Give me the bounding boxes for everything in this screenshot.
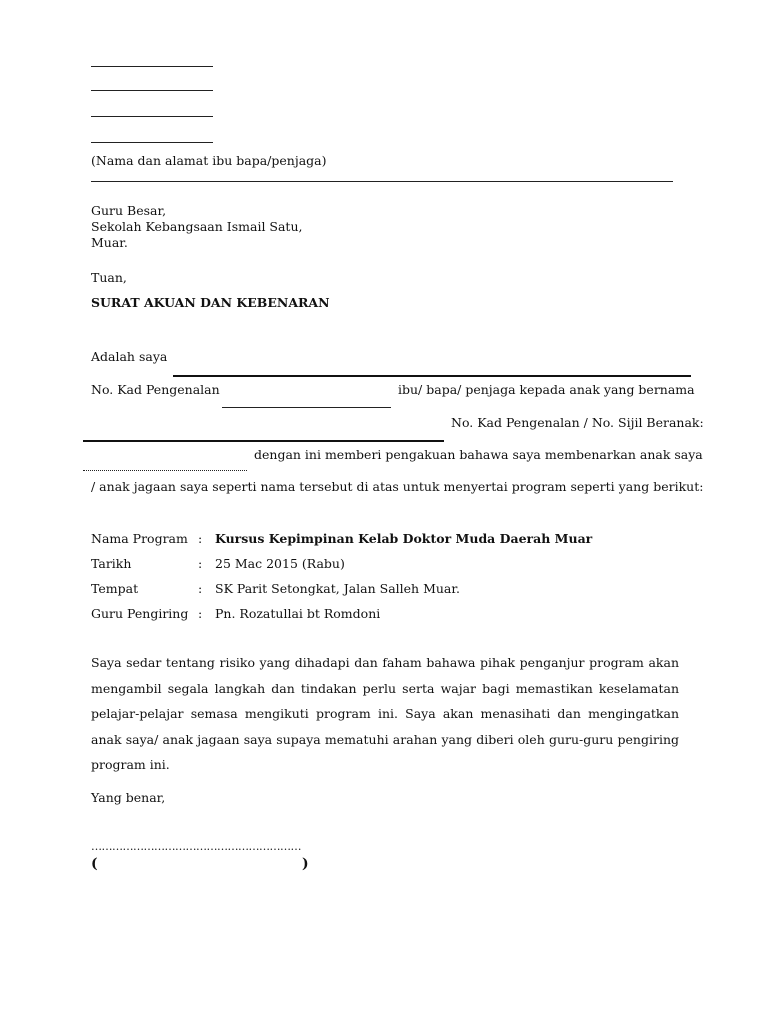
ic-birthcert-label: No. Kad Pengenalan / No. Sijil Beranak: xyxy=(451,415,704,430)
detail-label: Tarikh xyxy=(91,556,132,571)
recipient-line-2: Sekolah Kebangsaan Ismail Satu, xyxy=(91,219,303,234)
recipient-line-1: Guru Besar, xyxy=(91,203,167,218)
signature-open-paren: ( xyxy=(91,856,98,872)
consent-paragraph: Saya sedar tentang risiko yang dihadapi dan faham bahawa pihak penganjur program akan mengambil segala langkah dan tindakan perlu serta wajar bagi memastikan keselamatan pelajar-pelajar semasa mengikuti program ini. Saya akan menasihati dan mengingatkan anak saya/ anak jagaan saya supaya mematuhi arahan yang diberi oleh guru-guru pengiring program ini. xyxy=(91,655,679,772)
address-line-3 xyxy=(91,116,213,117)
letter-subject: SURAT AKUAN DAN KEBENARAN xyxy=(91,295,330,310)
salutation: Tuan, xyxy=(91,270,127,285)
declaration-text: dengan ini memberi pengakuan bahawa saya membenarkan anak saya xyxy=(254,447,703,462)
header-separator xyxy=(91,181,673,182)
recipient-line-3: Muar. xyxy=(91,235,128,250)
teacher-value: Pn. Rozatullai bt Romdoni xyxy=(215,606,381,621)
detail-label: Nama Program xyxy=(91,531,188,546)
address-line-2 xyxy=(91,90,213,91)
ic-number-label: No. Kad Pengenalan xyxy=(91,382,220,397)
address-line-4 xyxy=(91,142,213,143)
name-blank-line xyxy=(173,375,691,377)
detail-colon: : xyxy=(198,581,203,596)
detail-colon: : xyxy=(198,556,203,571)
address-caption: (Nama dan alamat ibu bapa/penjaga) xyxy=(91,153,327,168)
child-name-blank-line xyxy=(83,440,444,442)
declaration-continued: / anak jagaan saya seperti nama tersebut di atas untuk menyertai program seperti yang berikut: xyxy=(91,479,704,494)
adalah-saya-label: Adalah saya xyxy=(91,349,168,364)
detail-label: Guru Pengiring xyxy=(91,606,189,621)
signature-dots: …………………………………………………… xyxy=(91,840,301,853)
program-name-value: Kursus Kepimpinan Kelab Doktor Muda Daerah Muar xyxy=(215,531,593,546)
child-ic-blank-line xyxy=(83,470,247,471)
date-value: 25 Mac 2015 (Rabu) xyxy=(215,556,345,571)
detail-colon: : xyxy=(198,531,203,546)
venue-value: SK Parit Setongkat, Jalan Salleh Muar. xyxy=(215,581,460,596)
address-line-1 xyxy=(91,66,213,67)
signature-close-paren: ) xyxy=(302,856,309,872)
detail-label: Tempat xyxy=(91,581,139,596)
guardian-text: ibu/ bapa/ penjaga kepada anak yang bernama xyxy=(398,382,695,397)
detail-colon: : xyxy=(198,606,203,621)
ic-number-blank-line xyxy=(222,407,391,408)
closing: Yang benar, xyxy=(91,790,166,805)
